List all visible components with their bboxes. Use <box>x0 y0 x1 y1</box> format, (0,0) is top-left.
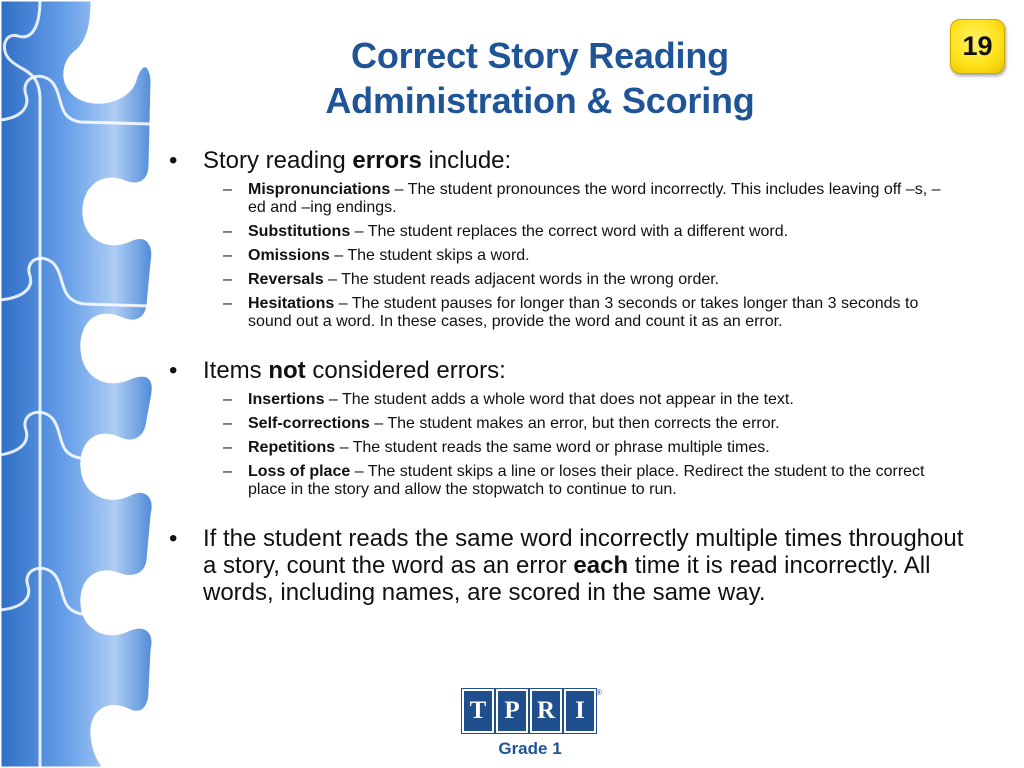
bullet-text: Story reading <box>203 147 353 174</box>
error-description: – The student adds a whole word that does not appear in the text. <box>324 391 794 408</box>
slide-title <box>235 33 845 123</box>
dash-marker: – <box>223 295 232 312</box>
title-line-1: Correct Story Reading <box>351 35 729 76</box>
sub-bullet-item <box>163 415 983 433</box>
error-description: – The student skips a word. <box>329 247 530 264</box>
bullet-text: time it is read incorrectly. All words, including names, are scored in the same way. <box>203 552 931 606</box>
main-bullet <box>163 525 983 606</box>
sub-bullet-item <box>163 223 983 241</box>
bullet-marker: • <box>169 147 178 174</box>
logo-letter: T <box>462 689 494 733</box>
dash-marker: – <box>223 463 232 480</box>
registered-mark: ® <box>596 688 602 697</box>
dash-marker: – <box>223 271 232 288</box>
sub-bullet-list <box>163 181 983 331</box>
error-term: Self-corrections <box>248 415 370 432</box>
sub-bullet-item <box>163 295 983 331</box>
sub-bullet-item <box>163 463 983 499</box>
dash-marker: – <box>223 391 232 408</box>
sub-bullet-item <box>163 271 983 289</box>
error-description: – The student skips a line or loses their place. Redirect the student to the correct place in the story and allow the stopwatch to continue to run. <box>248 463 925 498</box>
bullet-content <box>163 147 983 606</box>
error-term: Omissions <box>248 247 330 264</box>
sub-bullet-item <box>163 181 983 217</box>
sub-bullet-item <box>163 439 983 457</box>
sub-bullet-list <box>163 391 983 499</box>
main-bullet <box>163 357 983 385</box>
error-term: Reversals <box>248 271 324 288</box>
bullet-marker: • <box>169 525 178 552</box>
dash-marker: – <box>223 223 232 240</box>
bullet-section <box>163 525 983 606</box>
sub-bullet-item <box>163 391 983 409</box>
bullet-text: Items <box>203 357 269 384</box>
sub-bullet-item <box>163 247 983 265</box>
bullet-emphasis: not <box>268 357 306 384</box>
bullet-text: include: <box>421 147 512 174</box>
bullet-text: If the student reads the same word incorrectly multiple times throughout a story, count the word as an error <box>203 525 964 579</box>
grade-label: Grade 1 <box>498 739 562 758</box>
bullet-emphasis: errors <box>352 147 422 174</box>
error-description: – The student reads the same word or phrase multiple times. <box>335 439 770 456</box>
error-term: Repetitions <box>248 439 336 456</box>
error-description: – The student reads adjacent words in the wrong order. <box>323 271 720 288</box>
error-term: Insertions <box>248 391 325 408</box>
logo-letter: R <box>530 689 562 733</box>
error-term: Substitutions <box>248 223 351 240</box>
logo-letter: I <box>564 689 596 733</box>
tpri-logo <box>462 689 602 763</box>
bullet-text: considered errors: <box>305 357 506 384</box>
dash-marker: – <box>223 415 232 432</box>
dash-marker: – <box>223 247 232 264</box>
bullet-emphasis: each <box>573 552 629 579</box>
main-bullet <box>163 147 983 175</box>
error-description: – The student pauses for longer than 3 seconds or takes longer than 3 seconds to sound out a word. In these cases, provide the word and count it as an error. <box>248 295 919 330</box>
dash-marker: – <box>223 181 232 198</box>
page-number-badge: 19 <box>950 19 1005 74</box>
error-term: Hesitations <box>248 295 335 312</box>
error-description: – The student pronounces the word incorrectly. This includes leaving off –s, –ed and –ing endings. <box>248 181 941 216</box>
bullet-marker: • <box>169 357 178 384</box>
error-description: – The student replaces the correct word with a different word. <box>350 223 789 240</box>
tpri-letter-boxes <box>462 689 598 733</box>
error-term: Loss of place <box>248 463 351 480</box>
puzzle-pieces-decoration <box>0 0 178 768</box>
dash-marker: – <box>223 439 232 456</box>
bullet-section <box>163 357 983 499</box>
bullet-section <box>163 147 983 331</box>
error-term: Mispronunciations <box>248 181 391 198</box>
title-line-2: Administration & Scoring <box>325 80 755 121</box>
logo-letter: P <box>496 689 528 733</box>
puzzle-column <box>0 0 153 768</box>
error-description: – The student makes an error, but then corrects the error. <box>369 415 780 432</box>
